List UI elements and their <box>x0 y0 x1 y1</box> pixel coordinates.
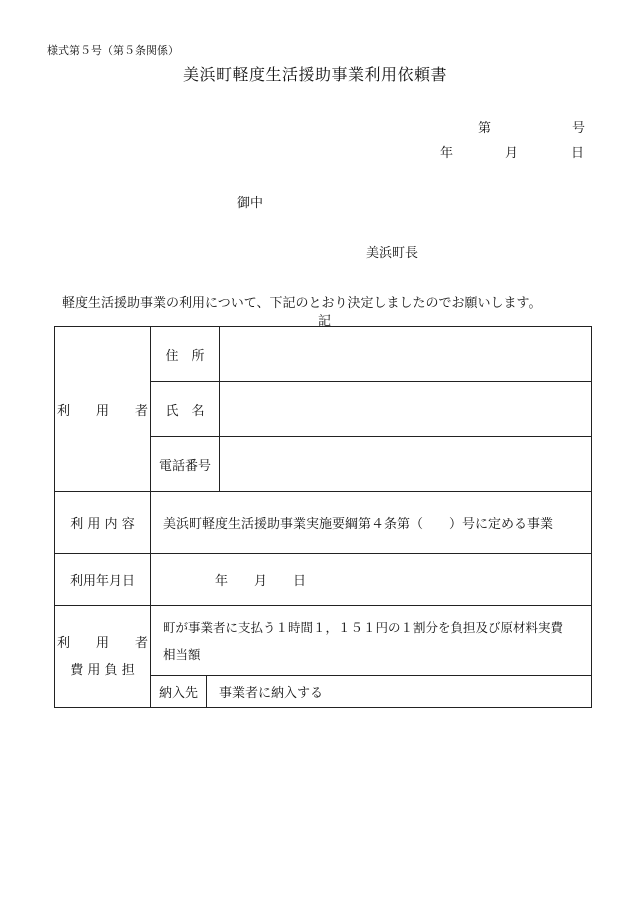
date-value: 年 月 日 <box>151 554 592 606</box>
request-table <box>54 326 592 708</box>
cost-value-line-2: 相当額 <box>163 646 201 662</box>
address-label: 住 所 <box>151 327 220 382</box>
date-month: 月 <box>505 146 519 161</box>
address-field[interactable] <box>220 327 592 382</box>
table-row <box>55 606 592 676</box>
date-year: 年 <box>440 146 454 161</box>
date-day: 日 <box>571 146 585 161</box>
phone-field[interactable] <box>220 437 592 492</box>
payment-value: 事業者に納入する <box>207 676 592 708</box>
cost-value-line-1: 町が事業者に支払う１時間１，１５１円の１割分を負担及び原材料実費 <box>163 619 564 635</box>
content-value: 美浜町軽度生活援助事業実施要綱第４条第（ ）号に定める事業 <box>151 492 592 554</box>
table-row <box>55 492 592 554</box>
date-label: 利用年月日 <box>55 554 151 606</box>
sender-name: 美浜町長 <box>366 246 419 261</box>
user-label: 利 用 者 <box>55 327 151 492</box>
phone-label: 電話番号 <box>151 437 220 492</box>
cost-label-line-2: 費 用 負 担 <box>70 662 135 678</box>
name-field[interactable] <box>220 382 592 437</box>
cost-label <box>55 606 151 708</box>
ki-heading: 記 <box>318 314 332 329</box>
content-label: 利 用 内 容 <box>55 492 151 554</box>
table-row <box>55 554 592 606</box>
name-label: 氏 名 <box>151 382 220 437</box>
body-text: 軽度生活援助事業の利用について、下記のとおり決定しましたのでお願いします。 <box>62 296 542 311</box>
document-title: 美浜町軽度生活援助事業利用依頼書 <box>182 65 447 84</box>
number-prefix: 第 <box>478 121 492 136</box>
number-suffix: 号 <box>572 121 586 136</box>
cost-value <box>151 606 592 676</box>
addressee-suffix: 御中 <box>237 196 264 211</box>
payment-label: 納入先 <box>151 676 207 708</box>
cost-label-line-1: 利 用 者 <box>56 635 148 651</box>
form-number: 様式第５号（第５条関係） <box>47 44 179 57</box>
table-row <box>55 327 592 382</box>
